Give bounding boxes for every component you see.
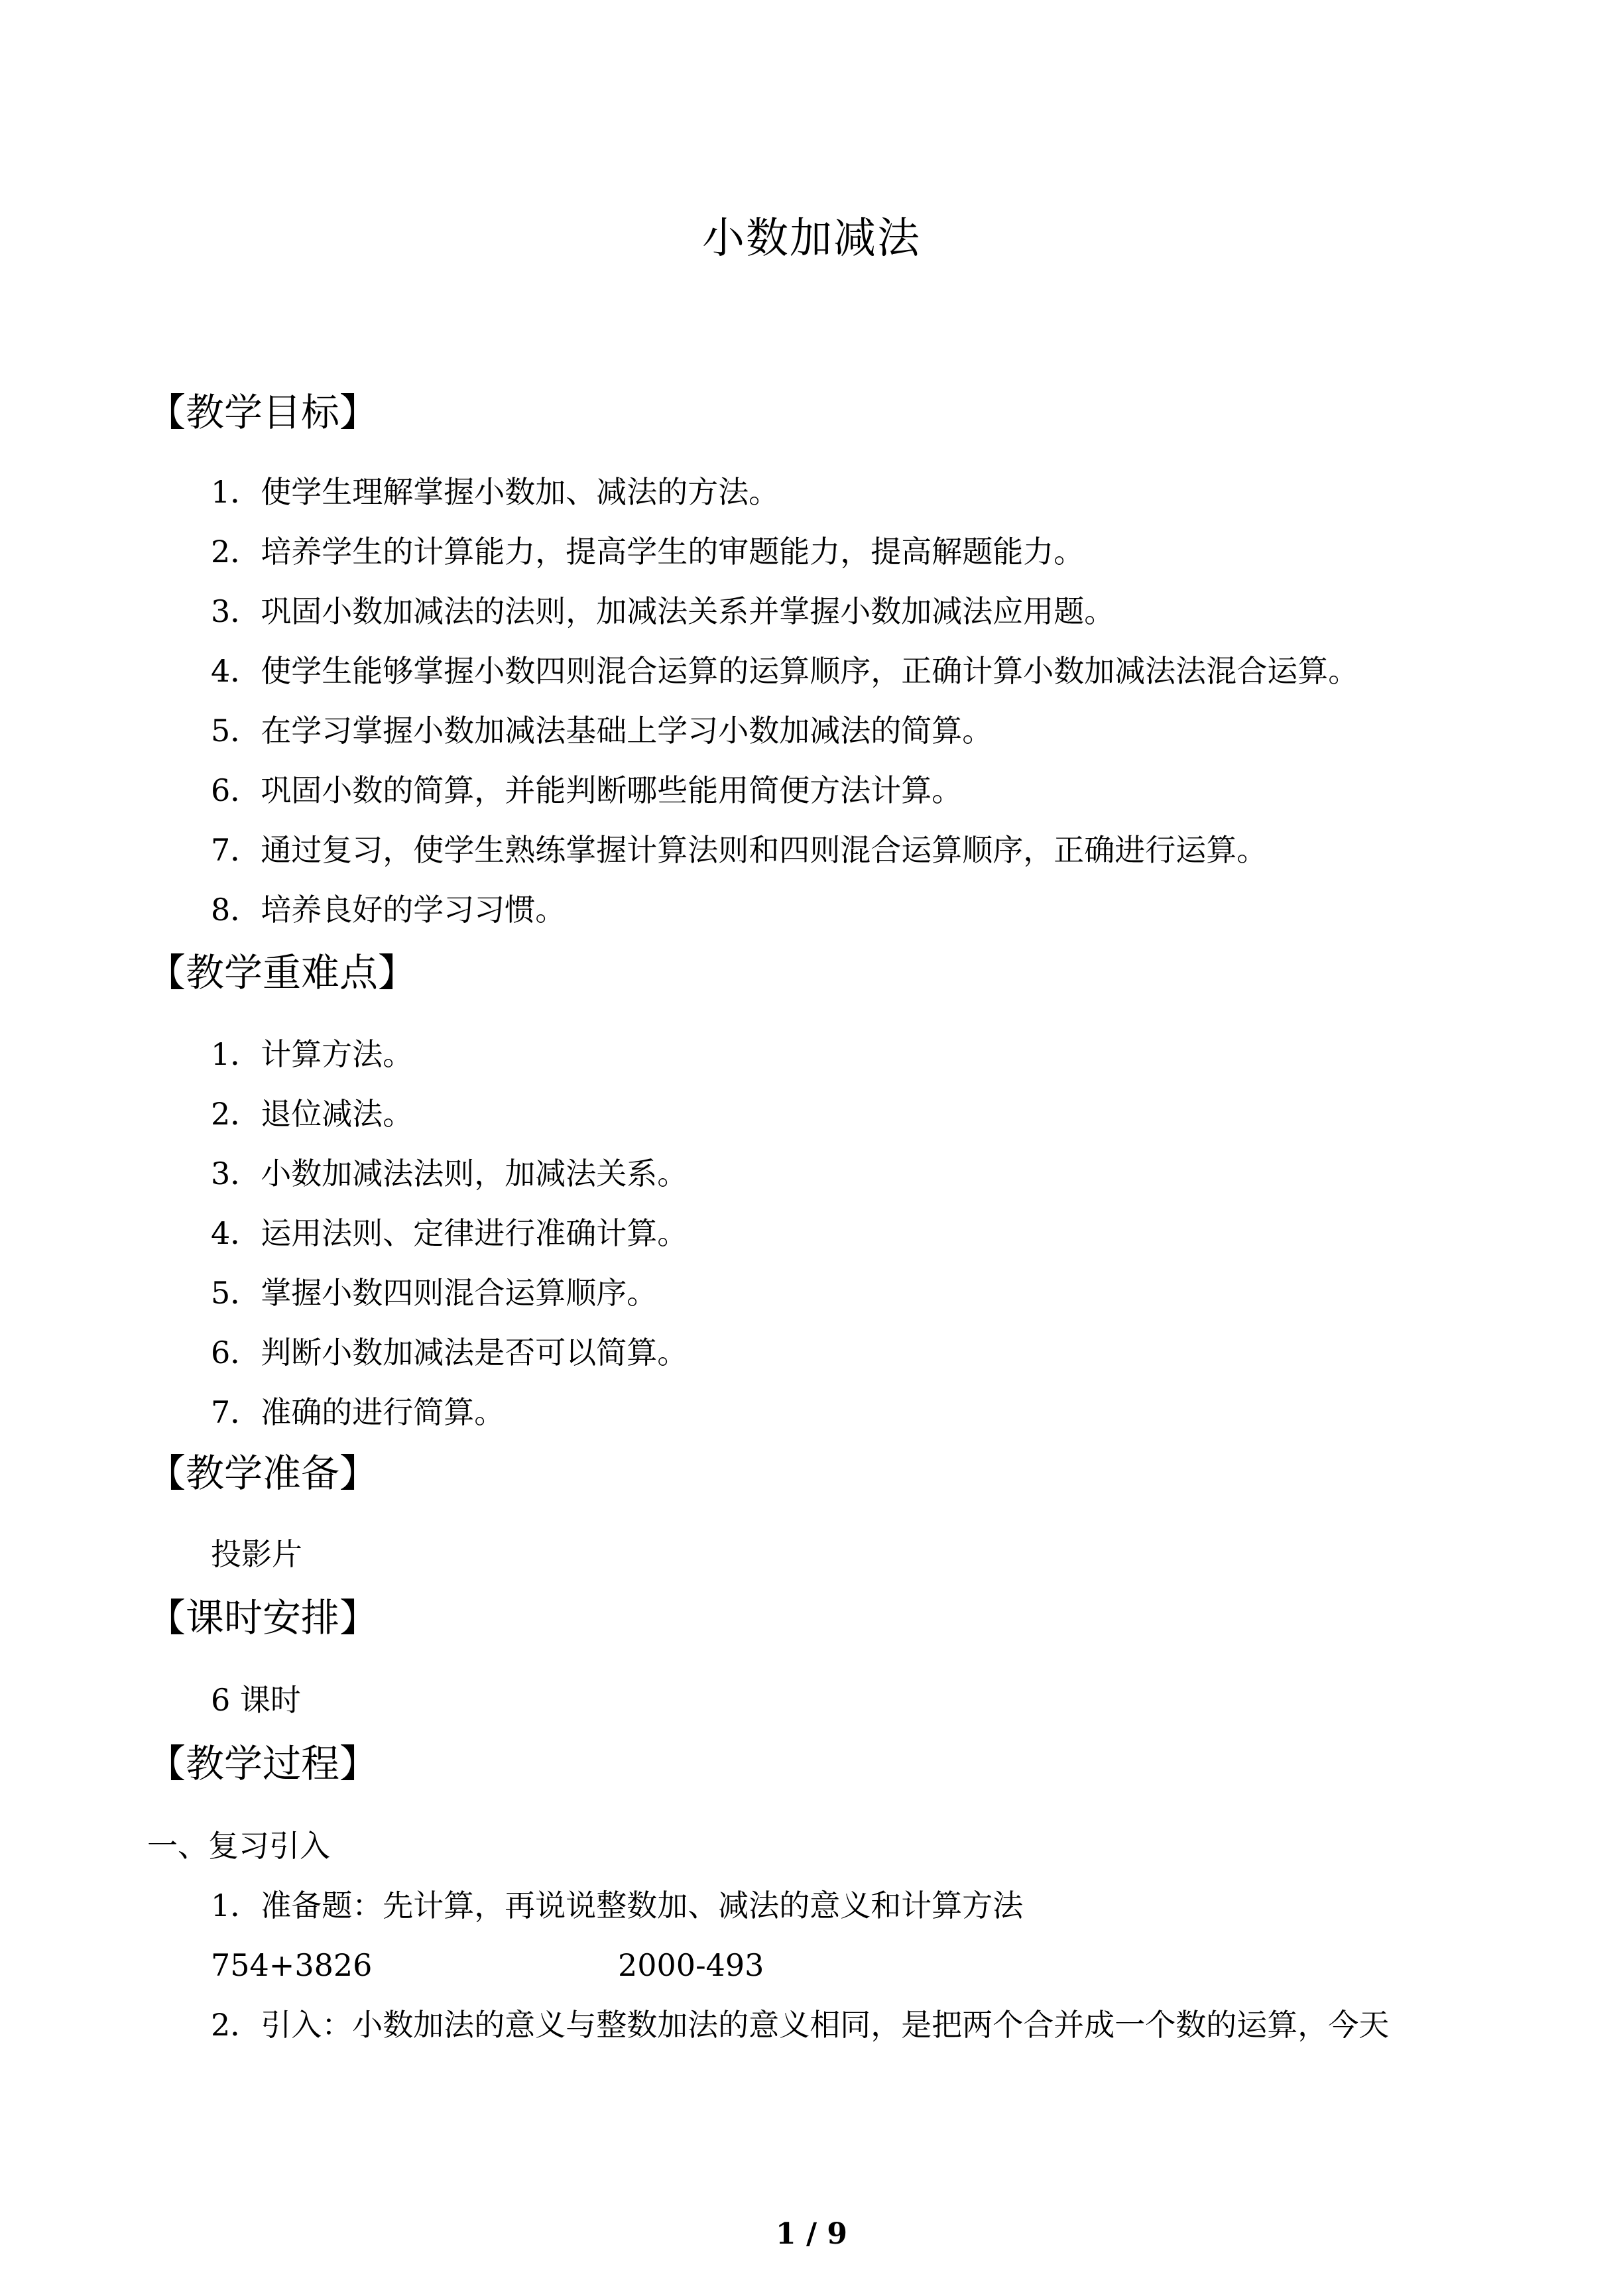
process-step: 1．准备题：先计算，再说说整数加、减法的意义和计算方法 — [211, 1888, 1024, 1923]
list-item: 6．巩固小数的简算，并能判断哪些能用简便方法计算。 — [211, 772, 963, 808]
list-item: 4．运用法则、定律进行准确计算。 — [211, 1215, 688, 1251]
process-step: 2．引入：小数加法的意义与整数加法的意义相同，是把两个合并成一个数的运算，今天 — [211, 2007, 1390, 2043]
list-item: 1．计算方法。 — [211, 1036, 414, 1072]
section-heading-process: 【教学过程】 — [147, 1741, 379, 1786]
list-item: 5．掌握小数四则混合运算顺序。 — [211, 1275, 658, 1311]
section-heading-key-points: 【教学重难点】 — [147, 950, 417, 995]
list-item: 4．使学生能够掌握小数四则混合运算的运算顺序，正确计算小数加减法法混合运算。 — [211, 653, 1359, 689]
list-item: 7．通过复习，使学生熟练掌握计算法则和四则混合运算顺序，正确进行运算。 — [211, 832, 1268, 868]
list-item: 5．在学习掌握小数加减法基础上学习小数加减法的简算。 — [211, 713, 993, 749]
section-heading-preparation: 【教学准备】 — [147, 1451, 379, 1496]
list-item: 8．培养良好的学习习惯。 — [211, 892, 566, 928]
section-heading-goals: 【教学目标】 — [147, 390, 379, 435]
calc-expression: 754+3826 — [211, 1947, 373, 1983]
list-item: 1．使学生理解掌握小数加、减法的方法。 — [211, 474, 780, 510]
list-item: 2．培养学生的计算能力，提高学生的审题能力，提高解题能力。 — [211, 534, 1085, 570]
calc-expression: 2000-493 — [618, 1947, 764, 1983]
section-heading-schedule: 【课时安排】 — [147, 1595, 379, 1640]
preparation-text: 投影片 — [211, 1536, 302, 1572]
process-part-title: 一、复习引入 — [147, 1828, 330, 1864]
schedule-text: 6 课时 — [211, 1682, 301, 1718]
list-item: 3．巩固小数加减法的法则，加减法关系并掌握小数加减法应用题。 — [211, 593, 1115, 629]
list-item: 7．准确的进行简算。 — [211, 1394, 505, 1430]
list-item: 3．小数加减法法则，加减法关系。 — [211, 1156, 688, 1191]
page-number: 1 / 9 — [776, 2217, 847, 2251]
list-item: 2．退位减法。 — [211, 1096, 414, 1132]
list-item: 6．判断小数加减法是否可以简算。 — [211, 1335, 688, 1370]
page-title: 小数加减法 — [702, 214, 921, 263]
